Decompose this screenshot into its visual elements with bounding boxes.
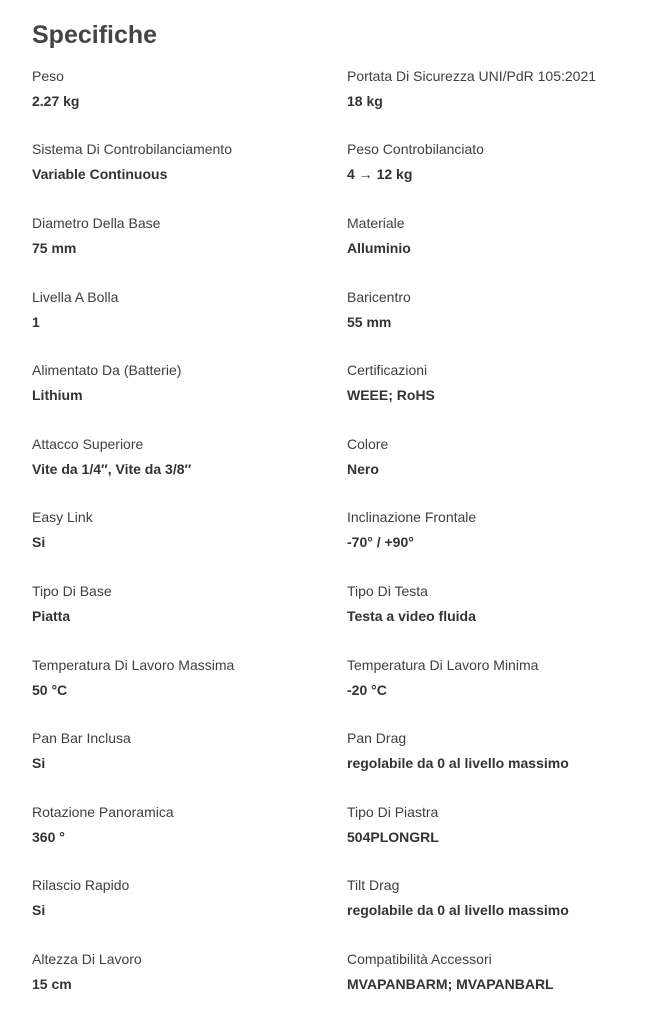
spec-value: -70° / +90° (347, 534, 414, 550)
spec-label: Altezza Di Lavoro (32, 951, 142, 967)
spec-value: 50 °C (32, 682, 68, 698)
spec-value: Nero (347, 461, 379, 477)
spec-item (32, 361, 332, 404)
spec-label: Pan Bar Inclusa (32, 730, 131, 746)
spec-value: WEEE; RoHS (347, 387, 435, 403)
spec-label: Pan Drag (347, 730, 407, 746)
spec-value: 1 (32, 314, 40, 330)
spec-value: 75 mm (32, 240, 77, 256)
spec-value: Lithium (32, 387, 83, 403)
spec-label: Rilascio Rapido (32, 877, 130, 893)
spec-item (32, 140, 332, 183)
spec-value: 4 → 12 kg (347, 166, 413, 182)
spec-item (32, 876, 332, 919)
spec-item (32, 803, 332, 846)
spec-value: regolabile da 0 al livello massimo (347, 755, 569, 771)
spec-label: Temperatura Di Lavoro Minima (347, 657, 539, 673)
spec-label: Compatibilità Accessori (347, 951, 492, 967)
spec-item (347, 876, 647, 919)
spec-label: Easy Link (32, 509, 93, 525)
spec-item (32, 435, 332, 478)
spec-value: Piatta (32, 608, 71, 624)
spec-label: Temperatura Di Lavoro Massima (32, 657, 235, 673)
spec-item (347, 435, 647, 478)
spec-item (32, 950, 332, 993)
spec-label: Peso (32, 68, 64, 84)
spec-label: Diametro Della Base (32, 215, 161, 231)
spec-label: Attacco Superiore (32, 436, 144, 452)
spec-item (347, 508, 647, 551)
spec-label: Livella A Bolla (32, 289, 119, 305)
spec-value: Si (32, 755, 46, 771)
spec-value: 18 kg (347, 93, 383, 109)
spec-item (32, 288, 332, 331)
spec-label: Tipo Di Base (32, 583, 112, 599)
spec-value: 15 cm (32, 976, 72, 992)
spec-label: Sistema Di Controbilanciamento (32, 141, 232, 157)
spec-item (347, 361, 647, 404)
spec-value: 55 mm (347, 314, 392, 330)
spec-label: Portata Di Sicurezza UNI/PdR 105:2021 (347, 68, 597, 84)
spec-item (32, 508, 332, 551)
spec-label: Tipo Di Piastra (347, 804, 439, 820)
spec-value: Si (32, 534, 46, 550)
spec-label: Tipo Di Testa (347, 583, 428, 599)
spec-item (347, 950, 647, 993)
spec-item (347, 288, 647, 331)
spec-value: Alluminio (347, 240, 411, 256)
spec-item (347, 656, 647, 699)
spec-item (347, 140, 647, 183)
spec-value: Variable Continuous (32, 166, 168, 182)
spec-value: MVAPANBARM; MVAPANBARL (347, 976, 554, 992)
spec-item (347, 67, 647, 110)
spec-item (347, 803, 647, 846)
spec-item (32, 214, 332, 257)
spec-label: Baricentro (347, 289, 411, 305)
spec-item (347, 729, 647, 772)
page-title: Specifiche (32, 21, 158, 49)
spec-value: 2.27 kg (32, 93, 80, 109)
spec-label: Colore (347, 436, 389, 452)
spec-label: Inclinazione Frontale (347, 509, 477, 525)
spec-value: 360 ° (32, 829, 65, 845)
spec-value: Si (32, 902, 46, 918)
spec-label: Peso Controbilanciato (347, 141, 484, 157)
spec-item (347, 214, 647, 257)
spec-item (347, 582, 647, 625)
spec-value: Testa a video fluida (347, 608, 476, 624)
spec-item (32, 67, 332, 110)
spec-item (32, 656, 332, 699)
spec-label: Rotazione Panoramica (32, 804, 174, 820)
spec-value: -20 °C (347, 682, 387, 698)
spec-value: 504PLONGRL (347, 829, 439, 845)
spec-label: Certificazioni (347, 362, 428, 378)
spec-value: regolabile da 0 al livello massimo (347, 902, 569, 918)
spec-label: Tilt Drag (347, 877, 400, 893)
spec-label: Alimentato Da (Batterie) (32, 362, 182, 378)
spec-label: Materiale (347, 215, 405, 231)
spec-item (32, 729, 332, 772)
spec-value: Vite da 1/4″, Vite da 3/8″ (32, 461, 192, 477)
spec-item (32, 582, 332, 625)
